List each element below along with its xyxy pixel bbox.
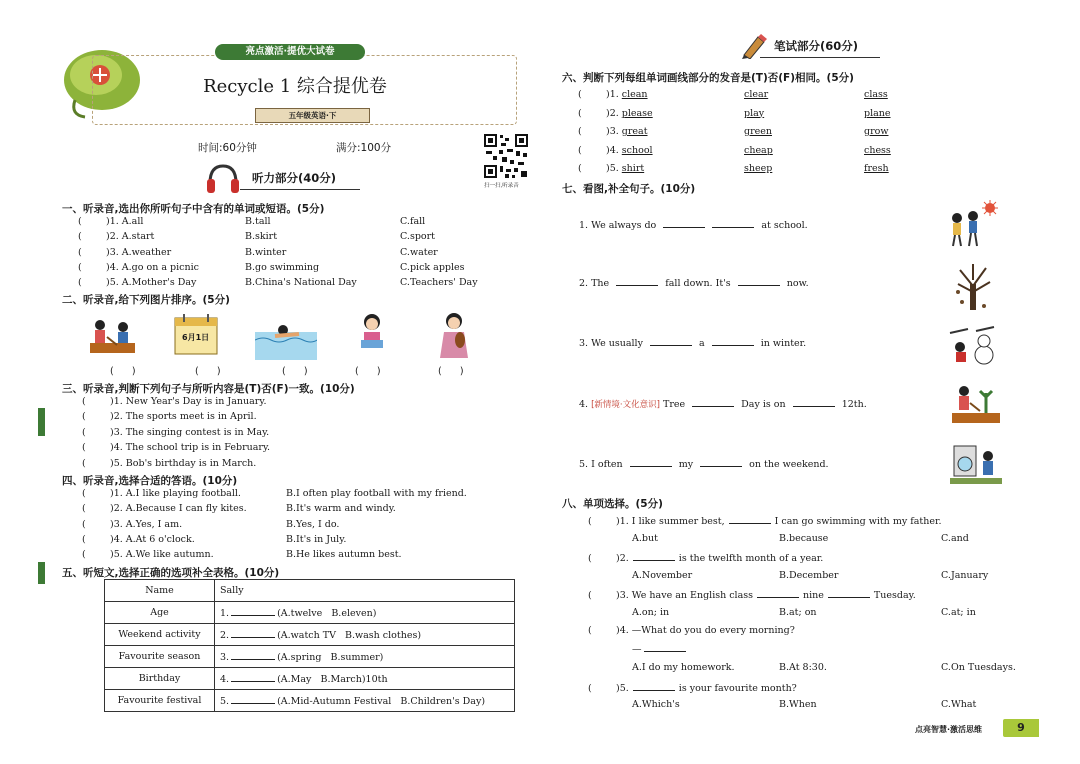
answer-blank[interactable]: ( xyxy=(82,426,86,438)
question-number: )3. xyxy=(106,246,119,258)
table-answer-cell xyxy=(215,624,515,646)
fill-sentence-4 xyxy=(579,397,867,410)
option-c: C.On Tuesdays. xyxy=(941,662,1016,673)
word: sheep xyxy=(744,163,773,174)
option-b: B.At 8:30. xyxy=(779,662,827,673)
picture-kids-planting xyxy=(85,315,140,357)
fill-sentence-3 xyxy=(579,336,806,349)
answer-blank[interactable]: ( xyxy=(588,590,592,601)
section-2-heading: 二、听录音,给下列图片排序。(5分) xyxy=(62,294,230,306)
answer-blank[interactable]: ( xyxy=(78,246,82,258)
headphones-icon xyxy=(205,163,241,195)
option-a: A.start xyxy=(121,231,155,243)
sentence-text: in winter. xyxy=(760,338,807,349)
fill-sentence-1 xyxy=(579,218,808,231)
table-answer-cell xyxy=(215,602,515,624)
option-c: C.fall xyxy=(400,216,426,227)
question-row xyxy=(578,89,648,100)
answer-blank[interactable] xyxy=(633,551,675,561)
sentence-text: my xyxy=(678,459,694,470)
statement-text: )4. The school trip is in February. xyxy=(110,442,271,454)
sentence-text: 3. We usually xyxy=(579,338,643,349)
question-text: )3. We have an English class xyxy=(616,590,754,601)
row-options: (A.twelve B.eleven) xyxy=(277,608,377,619)
answer-blank[interactable]: ( xyxy=(78,277,82,289)
sentence-text: fall down. It's xyxy=(665,278,731,289)
option-a: A.Mother's Day xyxy=(121,277,197,289)
section-6-heading: 六、判断下列每组单词画线部分的发音是(T)否(F)相同。(5分) xyxy=(562,72,854,84)
word: shirt xyxy=(621,163,645,174)
table-label-cell: Favourite season xyxy=(105,646,215,668)
sentence-text: 12th. xyxy=(841,399,867,410)
question-number: )5. xyxy=(106,277,119,289)
question-row xyxy=(578,108,653,119)
statement-text: )2. The sports meet is in April. xyxy=(110,411,257,423)
question-text: )4. —What do you do every morning? xyxy=(616,625,795,636)
fill-sentence-5 xyxy=(579,457,829,470)
word: chess xyxy=(864,144,891,156)
table-label-cell: Favourite festival xyxy=(105,690,215,712)
question-number: )1. xyxy=(106,216,119,227)
table-row xyxy=(105,602,515,624)
section-1-heading: 一、听录音,选出你所听句子中含有的单词或短语。(5分) xyxy=(62,203,325,215)
question-row xyxy=(78,247,171,258)
answer-blank[interactable] xyxy=(650,336,692,346)
option-b: B.at; on xyxy=(779,607,817,618)
question-row xyxy=(588,681,797,694)
sentence-text: now. xyxy=(786,278,809,289)
picture-order-blank[interactable]: ( ) xyxy=(110,366,136,377)
answer-blank[interactable] xyxy=(616,276,658,286)
question-text: )2. xyxy=(616,553,629,564)
table-header-row xyxy=(105,580,515,602)
picture-kids-exercising xyxy=(945,200,1000,250)
question-row xyxy=(588,625,795,636)
option-a: A.Which's xyxy=(632,699,680,710)
answer-blank[interactable]: ( xyxy=(78,216,82,227)
option-a: A.all xyxy=(121,216,144,227)
question-row xyxy=(82,549,214,560)
picture-order-blank[interactable]: ( ) xyxy=(282,366,308,377)
word: play xyxy=(744,107,765,119)
option-b: B.When xyxy=(779,699,817,710)
question-row xyxy=(578,145,653,156)
answer-blank[interactable] xyxy=(828,588,870,598)
question-row xyxy=(78,277,196,288)
option-b: B.December xyxy=(779,570,839,581)
option-a: A.weather xyxy=(121,246,172,258)
statement-text: )3. The singing contest is in May. xyxy=(110,426,270,438)
option-b: B.China's National Day xyxy=(245,277,357,289)
question-text: is your favourite month? xyxy=(678,683,797,694)
section-4-heading: 四、听录音,选择合适的答语。(10分) xyxy=(62,475,238,487)
answer-blank[interactable] xyxy=(663,218,705,228)
section-8-heading: 八、单项选择。(5分) xyxy=(562,498,663,510)
qr-code[interactable] xyxy=(483,133,529,179)
time-info: 时间:60分钟 xyxy=(198,142,257,154)
option-c: C.at; in xyxy=(941,607,976,618)
question-text: nine xyxy=(803,590,824,601)
picture-order-blank[interactable]: ( ) xyxy=(195,366,221,377)
option-b: B.skirt xyxy=(245,231,278,243)
word: school xyxy=(621,144,653,156)
option-a: )3. A.Yes, I am. xyxy=(110,518,183,530)
question-row xyxy=(578,163,644,174)
option-c: C.January xyxy=(941,570,989,581)
word: fresh xyxy=(864,163,889,174)
question-number: )4. xyxy=(106,261,119,273)
answer-blank[interactable]: ( xyxy=(588,683,592,694)
question-text: )1. I like summer best, xyxy=(616,516,725,527)
row-number: 3. xyxy=(220,652,230,663)
table-answer-cell xyxy=(215,668,515,690)
table-label-cell: Birthday xyxy=(105,668,215,690)
answer-blank[interactable]: ( xyxy=(578,107,582,119)
question-row xyxy=(588,514,941,527)
table-header-cell: Sally xyxy=(215,580,515,602)
sentence-text: 1. We always do xyxy=(579,220,657,231)
option-c: C.What xyxy=(941,699,977,710)
question-row xyxy=(82,488,241,499)
question-row xyxy=(588,551,823,564)
option-a: A.November xyxy=(632,570,693,581)
question-number: )1. xyxy=(606,89,619,100)
answer-blank[interactable]: ( xyxy=(82,396,86,407)
table-header-cell: Name xyxy=(105,580,215,602)
answer-blank[interactable]: ( xyxy=(578,89,582,100)
option-c: C.and xyxy=(941,533,969,544)
answer-blank[interactable] xyxy=(692,397,734,407)
score-info: 满分:100分 xyxy=(336,142,392,154)
sentence-text: Tree xyxy=(662,399,686,410)
question-row xyxy=(78,216,143,227)
answer-blank[interactable]: ( xyxy=(588,516,592,527)
question-row xyxy=(82,519,182,530)
question-number: )2. xyxy=(106,231,119,243)
section-5-heading: 五、听短文,选择正确的选项补全表格。(10分) xyxy=(62,567,280,579)
picture-order-blank[interactable]: ( ) xyxy=(438,366,464,377)
statement-text: )5. Bob's birthday is in March. xyxy=(110,457,257,469)
table-label-cell: Age xyxy=(105,602,215,624)
row-number: 4. xyxy=(220,674,230,685)
sentence-text: a xyxy=(699,338,705,349)
calendar-date: 6月1日 xyxy=(182,333,210,342)
question-row xyxy=(82,442,270,453)
sentence-text: Day is on xyxy=(741,399,786,410)
option-b: B.Yes, I do. xyxy=(286,518,340,530)
answer-blank[interactable] xyxy=(231,628,275,638)
answer-blank[interactable]: ( xyxy=(588,553,592,564)
answer-blank[interactable] xyxy=(231,694,275,704)
table-row xyxy=(105,624,515,646)
sentence-text: 4. xyxy=(579,399,589,410)
question-text: Tuesday. xyxy=(873,590,916,601)
grade-ribbon: 五年级英语·下 xyxy=(255,108,370,123)
question-number: )3. xyxy=(606,126,619,137)
answer-blank[interactable] xyxy=(231,606,275,616)
answer-blank[interactable] xyxy=(738,276,780,286)
page-number: 9 xyxy=(1003,719,1039,737)
answer-blank[interactable]: ( xyxy=(82,549,86,561)
table-row xyxy=(105,668,515,690)
sentence-text: 5. I often xyxy=(579,459,623,470)
question-row xyxy=(82,503,247,514)
option-c: C.Teachers' Day xyxy=(400,277,478,289)
row-options: (A.spring B.summer) xyxy=(277,652,384,663)
answer-blank[interactable] xyxy=(633,681,675,691)
question-row xyxy=(78,262,199,273)
section-3-heading: 三、听录音,判断下列句子与所听内容是(T)否(F)一致。(10分) xyxy=(62,383,355,395)
option-b: B.It's in July. xyxy=(286,533,347,545)
word: grow xyxy=(864,126,889,137)
option-a: A.but xyxy=(632,533,658,544)
option-a: A.I do my homework. xyxy=(632,662,735,673)
answer-blank[interactable]: ( xyxy=(82,442,86,454)
word: class xyxy=(864,89,888,100)
picture-kids-planting-tree xyxy=(950,383,1002,425)
question-text: )5. xyxy=(616,683,629,694)
question-row xyxy=(82,534,195,545)
answer-blank[interactable]: ( xyxy=(82,488,86,499)
option-a: )5. A.We like autumn. xyxy=(110,549,214,561)
option-a: )4. A.At 6 o'clock. xyxy=(110,533,195,545)
answer-blank[interactable]: ( xyxy=(578,144,582,156)
picture-order-blank[interactable]: ( ) xyxy=(355,366,381,377)
banner: 亮点激活·提优大试卷 xyxy=(215,44,365,60)
question-number: )2. xyxy=(606,107,619,119)
question-row xyxy=(78,231,154,242)
word: green xyxy=(744,126,772,137)
sentence-text: at school. xyxy=(761,220,808,231)
row-number: 1. xyxy=(220,608,230,619)
answer-blank[interactable] xyxy=(644,642,686,652)
answer-blank[interactable]: ( xyxy=(588,625,592,636)
answer-line xyxy=(632,642,686,655)
dash: — xyxy=(632,644,642,655)
row-options: (A.May B.March)10th xyxy=(277,674,388,685)
answer-blank[interactable] xyxy=(630,457,672,467)
answer-blank[interactable]: ( xyxy=(78,261,82,273)
margin-tab xyxy=(38,408,45,436)
answer-blank[interactable] xyxy=(793,397,835,407)
answer-blank[interactable] xyxy=(757,588,799,598)
table-answer-cell xyxy=(215,646,515,668)
fill-sentence-2 xyxy=(579,276,809,289)
info-table xyxy=(104,579,515,712)
table-answer-cell xyxy=(215,690,515,712)
section-7-heading: 七、看图,补全句子。(10分) xyxy=(562,183,696,195)
row-options: (A.Mid-Autumn Festival B.Children's Day) xyxy=(277,696,486,707)
word: great xyxy=(621,126,648,137)
option-b: B.go swimming xyxy=(245,261,320,273)
answer-blank[interactable]: ( xyxy=(82,518,86,530)
answer-blank[interactable] xyxy=(729,514,771,524)
option-a: A.go on a picnic xyxy=(121,261,199,273)
qr-caption: 扫一扫,听录音 xyxy=(484,183,519,189)
word: clear xyxy=(744,89,769,100)
writing-part-heading: 笔试部分(60分) xyxy=(760,38,880,58)
option-a: )1. A.I like playing football. xyxy=(110,488,241,499)
question-row xyxy=(82,411,257,422)
row-options: (A.watch TV B.wash clothes) xyxy=(277,630,422,641)
row-number: 5. xyxy=(220,696,230,707)
word: please xyxy=(621,107,653,119)
option-b: B.I often play football with my friend. xyxy=(286,488,467,499)
answer-blank[interactable] xyxy=(231,672,275,682)
picture-calendar xyxy=(172,312,220,357)
question-text: is the twelfth month of a year. xyxy=(678,553,824,564)
picture-washing-clothes xyxy=(950,440,1002,488)
margin-tab xyxy=(38,562,45,584)
question-row xyxy=(82,458,256,469)
option-c: C.water xyxy=(400,246,438,258)
answer-blank[interactable]: ( xyxy=(82,503,86,515)
answer-blank[interactable] xyxy=(231,650,275,660)
option-b: B.It's warm and windy. xyxy=(286,503,396,515)
question-row xyxy=(588,588,916,601)
answer-blank[interactable]: ( xyxy=(82,533,86,545)
table-row xyxy=(105,690,515,712)
footer-slogan: 点亮智慧·激活思维 xyxy=(915,725,983,734)
sentence-text: 2. The xyxy=(579,278,610,289)
question-row xyxy=(82,396,266,407)
option-b: B.He likes autumn best. xyxy=(286,549,402,561)
option-b: B.winter xyxy=(245,246,287,258)
answer-blank[interactable] xyxy=(712,336,754,346)
answer-blank[interactable] xyxy=(700,457,742,467)
answer-blank[interactable] xyxy=(712,218,754,228)
option-c: C.pick apples xyxy=(400,261,465,273)
option-b: B.tall xyxy=(245,216,271,227)
answer-blank[interactable]: ( xyxy=(82,411,86,423)
question-number: )5. xyxy=(606,163,619,174)
table-row xyxy=(105,646,515,668)
picture-girl-violin xyxy=(438,312,472,360)
page-title: Recycle 1 综合提优卷 xyxy=(203,76,387,97)
option-c: C.sport xyxy=(400,231,435,243)
sentence-text: on the weekend. xyxy=(749,459,829,470)
picture-snowman xyxy=(948,325,998,367)
row-number: 2. xyxy=(220,630,230,641)
option-b: B.because xyxy=(779,533,829,544)
answer-blank[interactable]: ( xyxy=(82,457,86,469)
answer-blank[interactable]: ( xyxy=(578,163,582,174)
picture-tree-leaves xyxy=(952,262,994,312)
option-a: A.on; in xyxy=(632,607,670,618)
listening-part-heading: 听力部分(40分) xyxy=(240,170,360,190)
answer-blank[interactable]: ( xyxy=(78,231,82,243)
question-row xyxy=(578,126,648,137)
question-text: I can go swimming with my father. xyxy=(774,516,942,527)
question-row xyxy=(82,427,269,438)
question-number: )4. xyxy=(606,144,619,156)
word: cheap xyxy=(744,144,773,156)
table-label-cell: Weekend activity xyxy=(105,624,215,646)
word: plane xyxy=(864,107,891,119)
option-a: )2. A.Because I can fly kites. xyxy=(110,503,247,515)
context-tag: [新情境·文化意识] xyxy=(591,400,660,410)
answer-blank[interactable]: ( xyxy=(578,126,582,137)
picture-swimming xyxy=(255,322,317,360)
word: clean xyxy=(621,89,648,100)
statement-text: )1. New Year's Day is in January. xyxy=(110,396,267,407)
picture-girl-reading xyxy=(355,312,389,358)
